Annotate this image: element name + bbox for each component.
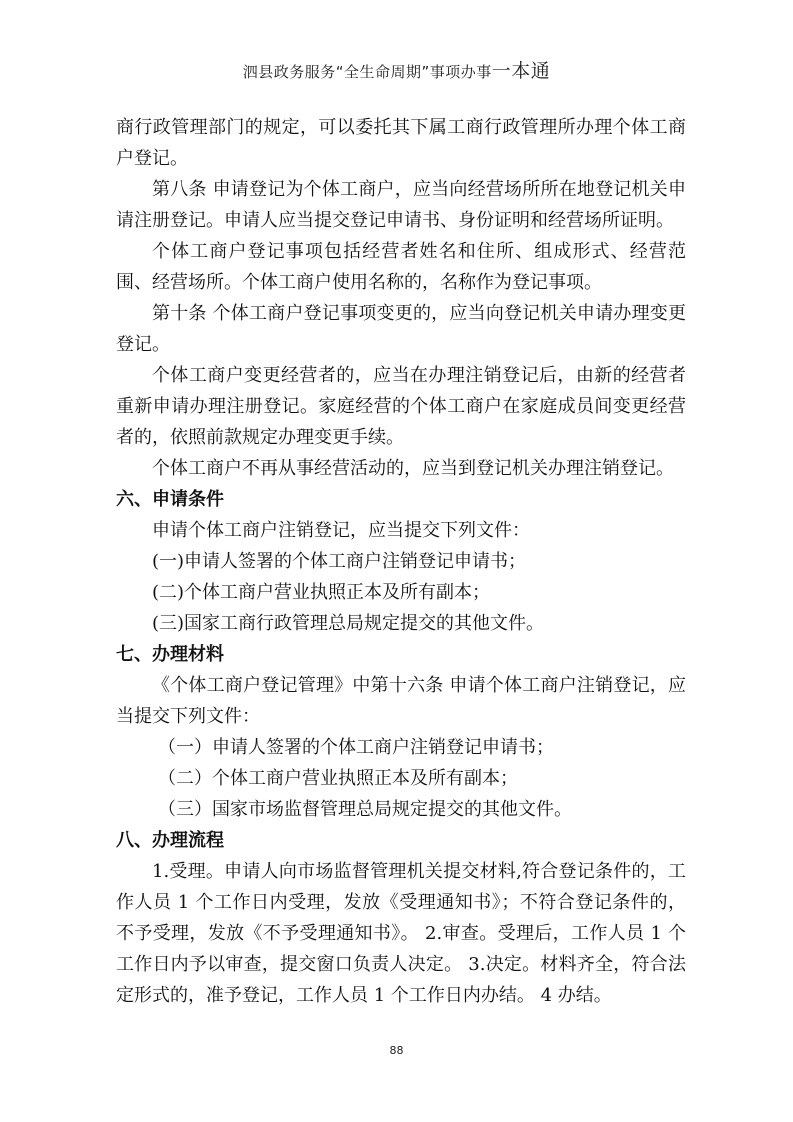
paragraph-registration-items: 个体工商户登记事项包括经营者姓名和住所、组成形式、经营范围、经营场所。个体工商户使用名称的，名称作为登记事项。 bbox=[116, 241, 686, 293]
section7-item: （二）个体工商户营业执照正本及所有副本； bbox=[158, 768, 518, 789]
paragraph-cancellation: 个体工商户不再从事经营活动的，应当到登记机关办理注销登记。 bbox=[152, 458, 674, 479]
section6-item: (一)申请人签署的个体工商户注销登记申请书； bbox=[152, 551, 527, 572]
section6-item: (三)国家工商行政管理总局规定提交的其他文件。 bbox=[152, 613, 545, 634]
document-body bbox=[116, 112, 686, 1011]
section6-intro: 申请个体工商户注销登记，应当提交下列文件： bbox=[152, 520, 530, 541]
paragraph-continuation: 商行政管理部门的规定，可以委托其下属工商行政管理所办理个体工商户登记。 bbox=[116, 117, 686, 169]
section7-item: （一）申请人签署的个体工商户注销登记申请书； bbox=[158, 737, 554, 758]
header-title-emphasis: 一本通 bbox=[491, 60, 551, 82]
page-number: 88 bbox=[389, 1044, 404, 1057]
paragraph-operator-change: 个体工商户变更经营者的，应当在办理注销登记后，由新的经营者重新申请办理注册登记。家庭经营的个体工商户在家庭成员间变更经营者的，依照前款规定办理变更手续。 bbox=[116, 365, 686, 448]
section-heading-process: 八、办理流程 bbox=[116, 830, 224, 851]
section7-intro: 《个体工商户登记管理》中第十六条 申请个体工商户注销登记，应当提交下列文件： bbox=[116, 675, 686, 727]
page-header bbox=[0, 56, 793, 83]
section-heading-application-conditions: 六、申请条件 bbox=[116, 489, 224, 510]
section7-item: （三）国家市场监督管理总局规定提交的其他文件。 bbox=[158, 799, 572, 820]
paragraph-article-8: 第八条 申请登记为个体工商户，应当向经营场所所在地登记机关申请注册登记。申请人应当提交登记申请书、身份证明和经营场所证明。 bbox=[116, 179, 686, 231]
section8-body: 1.受理。申请人向市场监督管理机关提交材料,符合登记条件的，工作人员 1 个工作日内受理，发放《受理通知书》；不符合登记条件的，不予受理，发放《不予受理通知书》。 2.审查。受理后，工作人员 1 个工作日内予以审查，提交窗口负责人决定。 3.决定。材料齐全，符合法定形式的，准予登记，工作人员 1 个工作日内办结。 4 办结。 bbox=[116, 861, 686, 1006]
section-heading-materials: 七、办理材料 bbox=[116, 644, 224, 665]
paragraph-article-10: 第十条 个体工商户登记事项变更的，应当向登记机关申请办理变更登记。 bbox=[116, 303, 686, 355]
header-title: 泗县政务服务“全生命周期”事项办事 bbox=[242, 63, 492, 81]
section6-item: (二)个体工商户营业执照正本及所有副本； bbox=[152, 582, 491, 603]
